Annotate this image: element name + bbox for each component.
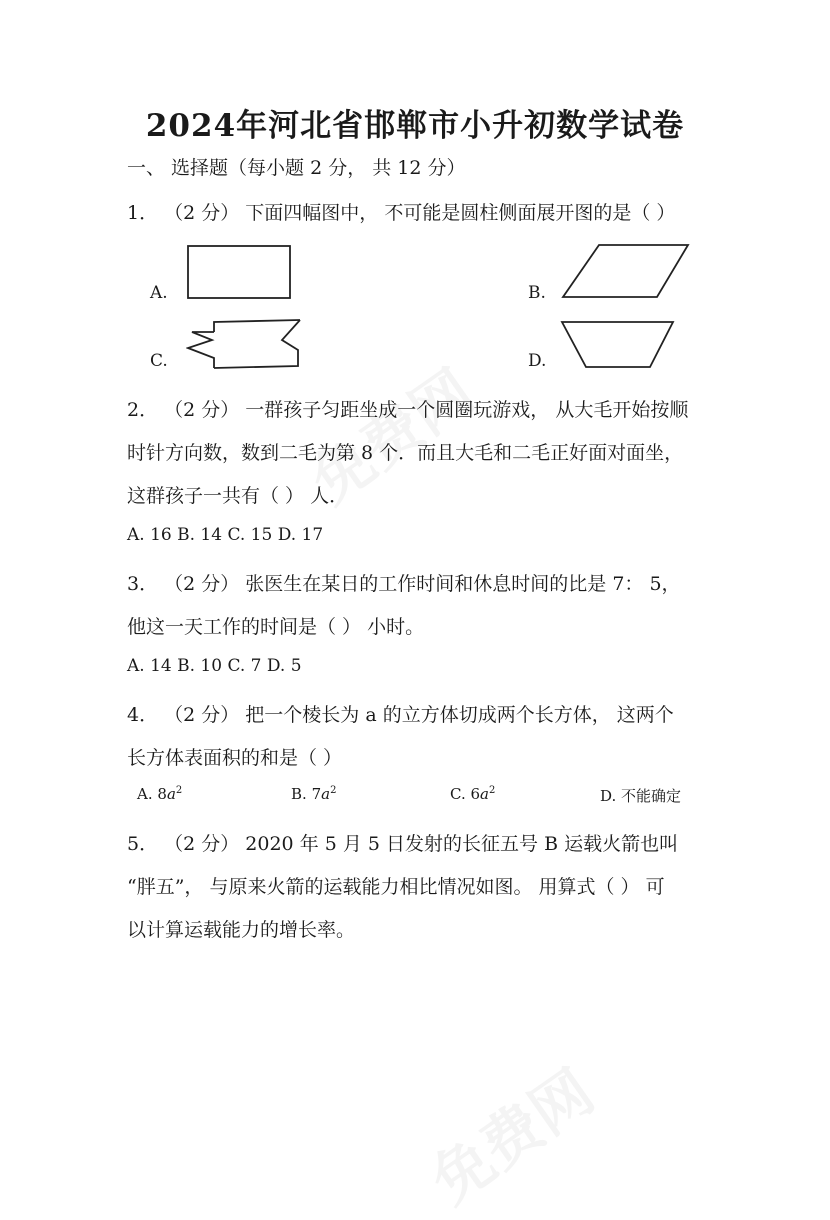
q1-option-d-label: D. xyxy=(528,351,547,371)
trapezoid-figure xyxy=(560,320,676,370)
section-heading: 一、 选择题（每小题 2 分， 共 12 分） xyxy=(127,157,466,179)
q1-option-b-label: B. xyxy=(528,283,546,303)
question-2-answers: A. 16 B. 14 C. 15 D. 17 xyxy=(127,525,324,545)
rectangle-figure xyxy=(187,245,293,301)
q4-option-b: B. $7a^2$ xyxy=(291,785,337,803)
question-4-line-2: 长方体表面积的和是（ ） xyxy=(127,747,343,769)
question-5-line-1: 5． （2 分） 2020 年 5 月 5 日发射的长征五号 B 运载火箭也叫 xyxy=(127,833,679,855)
question-2-line-1: 2． （2 分） 一群孩子匀距坐成一个圆圈玩游戏， 从大毛开始按顺 xyxy=(127,399,689,421)
q1-option-c-label: C. xyxy=(150,351,168,371)
parallelogram-figure xyxy=(560,243,690,299)
q4-option-a: A. $8a^2$ xyxy=(137,785,183,803)
q4-option-c: C. $6a^2$ xyxy=(450,785,496,803)
question-3-line-2: 他这一天工作的时间是（ ） 小时。 xyxy=(127,616,425,638)
question-2-line-3: 这群孩子一共有（ ） 人． xyxy=(127,485,349,507)
question-3-answers: A. 14 B. 10 C. 7 D. 5 xyxy=(127,656,302,676)
question-3-line-1: 3． （2 分） 张医生在某日的工作时间和休息时间的比是 7： 5， xyxy=(127,573,681,595)
question-4-line-1: 4． （2 分） 把一个棱长为 a 的立方体切成两个长方体， 这两个 xyxy=(127,704,674,726)
question-5-line-3: 以计算运载能力的增长率。 xyxy=(127,919,356,941)
question-5-line-2: “胖五”， 与原来火箭的运载能力相比情况如图。 用算式（ ） 可 xyxy=(127,876,665,898)
question-2-line-2: 时针方向数，数到二毛为第 8 个．而且大毛和二毛正好面对面坐， xyxy=(127,442,684,464)
question-1-line-1: 1． （2 分） 下面四幅图中， 不可能是圆柱侧面展开图的是（ ） xyxy=(127,202,676,224)
jagged-band-figure xyxy=(186,318,304,370)
watermark xyxy=(412,1046,609,1220)
q4-option-d: D. 不能确定 xyxy=(600,787,682,805)
page-title: 2024年河北省邯郸市小升初数学试卷 xyxy=(145,108,685,144)
q1-option-a-label: A. xyxy=(150,283,168,303)
